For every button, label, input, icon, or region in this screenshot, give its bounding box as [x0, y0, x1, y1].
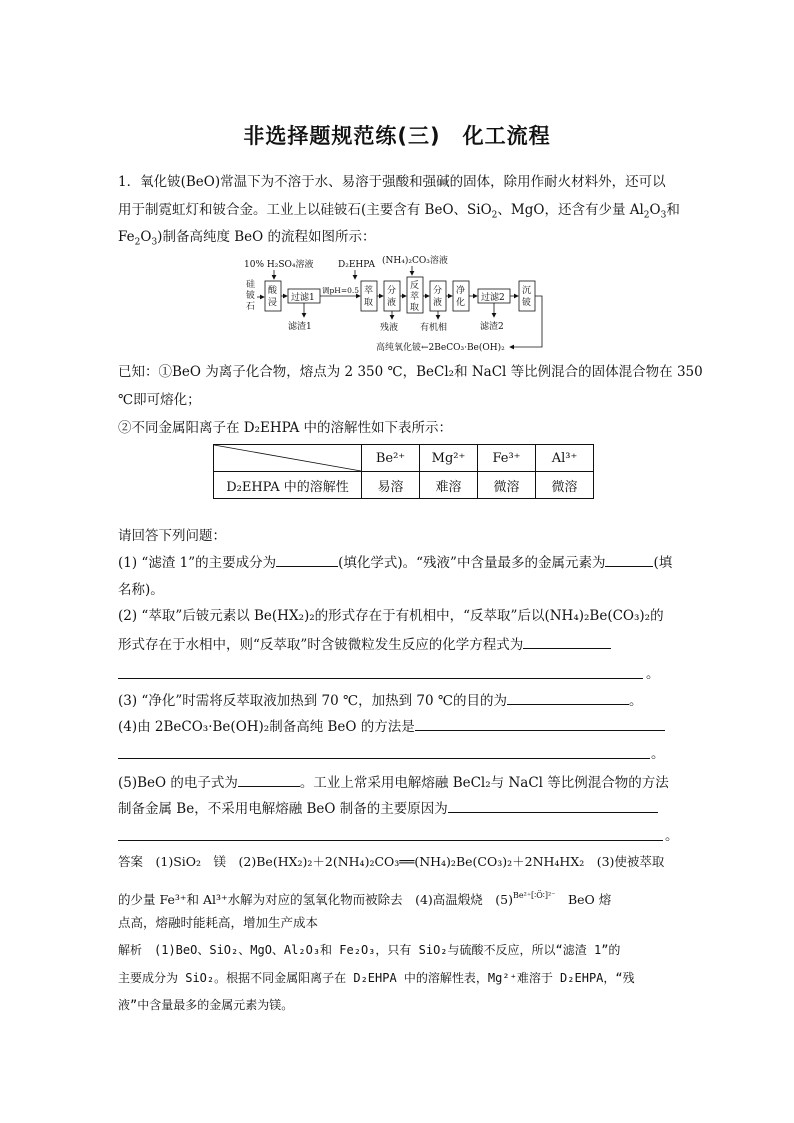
precip-1: 沉: [522, 286, 532, 296]
sep1-1: 分: [387, 286, 397, 296]
ore-char-3: 石: [246, 302, 256, 312]
known-1-line2: ℃即可熔化；: [118, 392, 201, 408]
analysis-line2: 主要成分为 SiO₂。根据不同金属阳离子在 D₂EHPA 中的溶解性表，Mg²⁺难溶于 D₂EHPA，“残: [118, 971, 635, 985]
q4-line1: (4)由 2BeCO₃·Be(OH)₂制备高纯 BeO 的方法是: [118, 716, 678, 737]
table-row: [214, 445, 594, 472]
table-header: Al³⁺: [536, 445, 594, 472]
answer-line[interactable]: [118, 757, 650, 759]
answer-blank[interactable]: [605, 552, 653, 567]
acid-leach-2: 浸: [268, 298, 278, 308]
filter1-label: 过滤1: [291, 293, 315, 303]
questions-lead: 请回答下列问题：: [118, 528, 226, 544]
reagent-d2ehpa: D₂EHPA: [338, 260, 375, 270]
table-cell: 微溶: [478, 472, 536, 499]
known-2: ②不同金属阳离子在 D₂EHPA 中的溶解性如下表所示：: [118, 420, 453, 436]
ore-char-1: 硅: [246, 280, 256, 290]
question-intro-line1: 1．氧化铍(BeO)常温下为不溶于水、易溶于强酸和强碱的固体，除用作耐火材料外，还可以: [118, 174, 666, 190]
q2-line1: (2) “萃取”后铍元素以 Be(HX₂)₂的形式存在于有机相中，“反萃取”后以(NH₄)₂Be(CO₃)₂的: [118, 608, 664, 624]
strip-1: 反: [410, 281, 420, 291]
table-corner: [214, 445, 362, 472]
acid-leach-1: 酸: [268, 286, 278, 296]
residue2-label: 滤渣2: [480, 322, 504, 332]
analysis-line3: 液”中含量最多的金属元素为镁。: [118, 998, 294, 1012]
question-intro-line3: $Fe_2O_3$)制备高纯度 BeO 的流程如图所示：: [118, 229, 376, 248]
q3-line1: (3) “净化”时需将反萃取液加热到 70 ℃，加热到 70 ℃的目的为 。: [118, 690, 678, 711]
product-label: 高纯氧化铍←2BeCO₃·Be(OH)₂: [376, 343, 505, 353]
answer-line1: 答案 (1)SiO₂ 镁 (2)Be(HX₂)₂＋2(NH₄)₂CO₃══(NH₄)₂Be(CO₃)₂＋2NH₄HX₂ (3)使被萃取: [118, 854, 665, 869]
process-flow-diagram: [240, 255, 560, 360]
organic-label: 有机相: [420, 323, 448, 333]
q5-line1: (5)BeO 的电子式为 。工业上常采用电解熔融 BeCl₂与 NaCl 等比例混合物的方法: [118, 772, 678, 793]
sep1-2: 液: [387, 298, 397, 308]
residue1-label: 滤渣1: [288, 322, 312, 332]
known-1-line1: 已知：①BeO 为离子化合物，熔点为 2 350 ℃，BeCl₂和 NaCl 等比例混合的固体混合物在 350: [118, 364, 703, 380]
answer-line[interactable]: [118, 677, 643, 679]
answer-blank[interactable]: [507, 690, 629, 705]
solubility-table: [213, 444, 594, 499]
table-cell: 易溶: [362, 472, 420, 499]
extract-1: 萃: [364, 286, 374, 296]
raffinate-label: 残液: [380, 323, 399, 333]
answer-blank[interactable]: [523, 634, 611, 649]
reagent-h2so4: 10% H₂SO₄溶液: [244, 260, 314, 270]
answer-blank[interactable]: [415, 716, 665, 731]
ore-char-2: 铍: [246, 291, 256, 301]
table-cell: 微溶: [536, 472, 594, 499]
purify-2: 化: [456, 298, 466, 308]
sep2-2: 液: [433, 298, 443, 308]
table-cell: 难溶: [420, 472, 478, 499]
reagent-nh4co3: (NH₄)₂CO₃溶液: [382, 256, 448, 266]
answer-line3: 点高，熔融时能耗高，增加生产成本: [118, 915, 319, 930]
page-title: 非选择题规范练(三) 化工流程: [243, 124, 551, 148]
strip-3: 取: [410, 303, 420, 313]
table-header: Fe³⁺: [478, 445, 536, 472]
table-row: [214, 472, 594, 499]
question-intro-line2: 用于制霓虹灯和铍合金。工业上以硅铍石(主要含有 BeO、SiO$_2$、MgO，还含有少量 $Al_2O_3$和: [118, 202, 680, 221]
period: 。: [665, 828, 679, 844]
purify-1: 净: [456, 286, 466, 296]
table-header: Be²⁺: [362, 445, 420, 472]
answer-line[interactable]: [118, 839, 663, 841]
answer-blank[interactable]: [276, 552, 338, 567]
table-header: Mg²⁺: [420, 445, 478, 472]
precip-2: 铍: [522, 298, 532, 308]
adjust-ph-label: 调pH=0.5: [322, 286, 360, 295]
answer-blank[interactable]: [448, 798, 658, 813]
filter2-label: 过滤2: [481, 293, 505, 303]
extract-2: 取: [364, 298, 374, 308]
answer-line2: 的少量 Fe³⁺和 Al³⁺水解为对应的氢氧化物而被除去 (4)高温煅烧 $(5)^{Be^{2+}[∶Ö∶]^{2-}}$ BeO 熔: [118, 891, 612, 907]
period: 。: [651, 746, 665, 762]
answer-blank[interactable]: [238, 772, 300, 787]
electron-formula: Be²⁺[∶Ö∶]²⁻: [513, 891, 556, 900]
q1-line1: (1) “滤渣 1”的主要成分为 (填化学式)。“残液”中含量最多的金属元素为 (填: [118, 552, 678, 573]
sep2-1: 分: [433, 286, 443, 296]
q5-line2: 制备金属 Be，不采用电解熔融 BeO 制备的主要原因为: [118, 798, 678, 819]
period: 。: [646, 666, 660, 682]
strip-2: 萃: [410, 292, 420, 302]
q1-line2: 名称)。: [118, 582, 164, 598]
table-row-label: D₂EHPA 中的溶解性: [214, 472, 362, 499]
analysis-line1: 解析 (1)BeO、SiO₂、MgO、Al₂O₃和 Fe₂O₃，只有 SiO₂与硫酸不反应，所以“滤渣 1”的: [118, 943, 621, 957]
q2-line2: 形式存在于水相中，则“反萃取”时含铍微粒发生反应的化学方程式为: [118, 634, 678, 655]
